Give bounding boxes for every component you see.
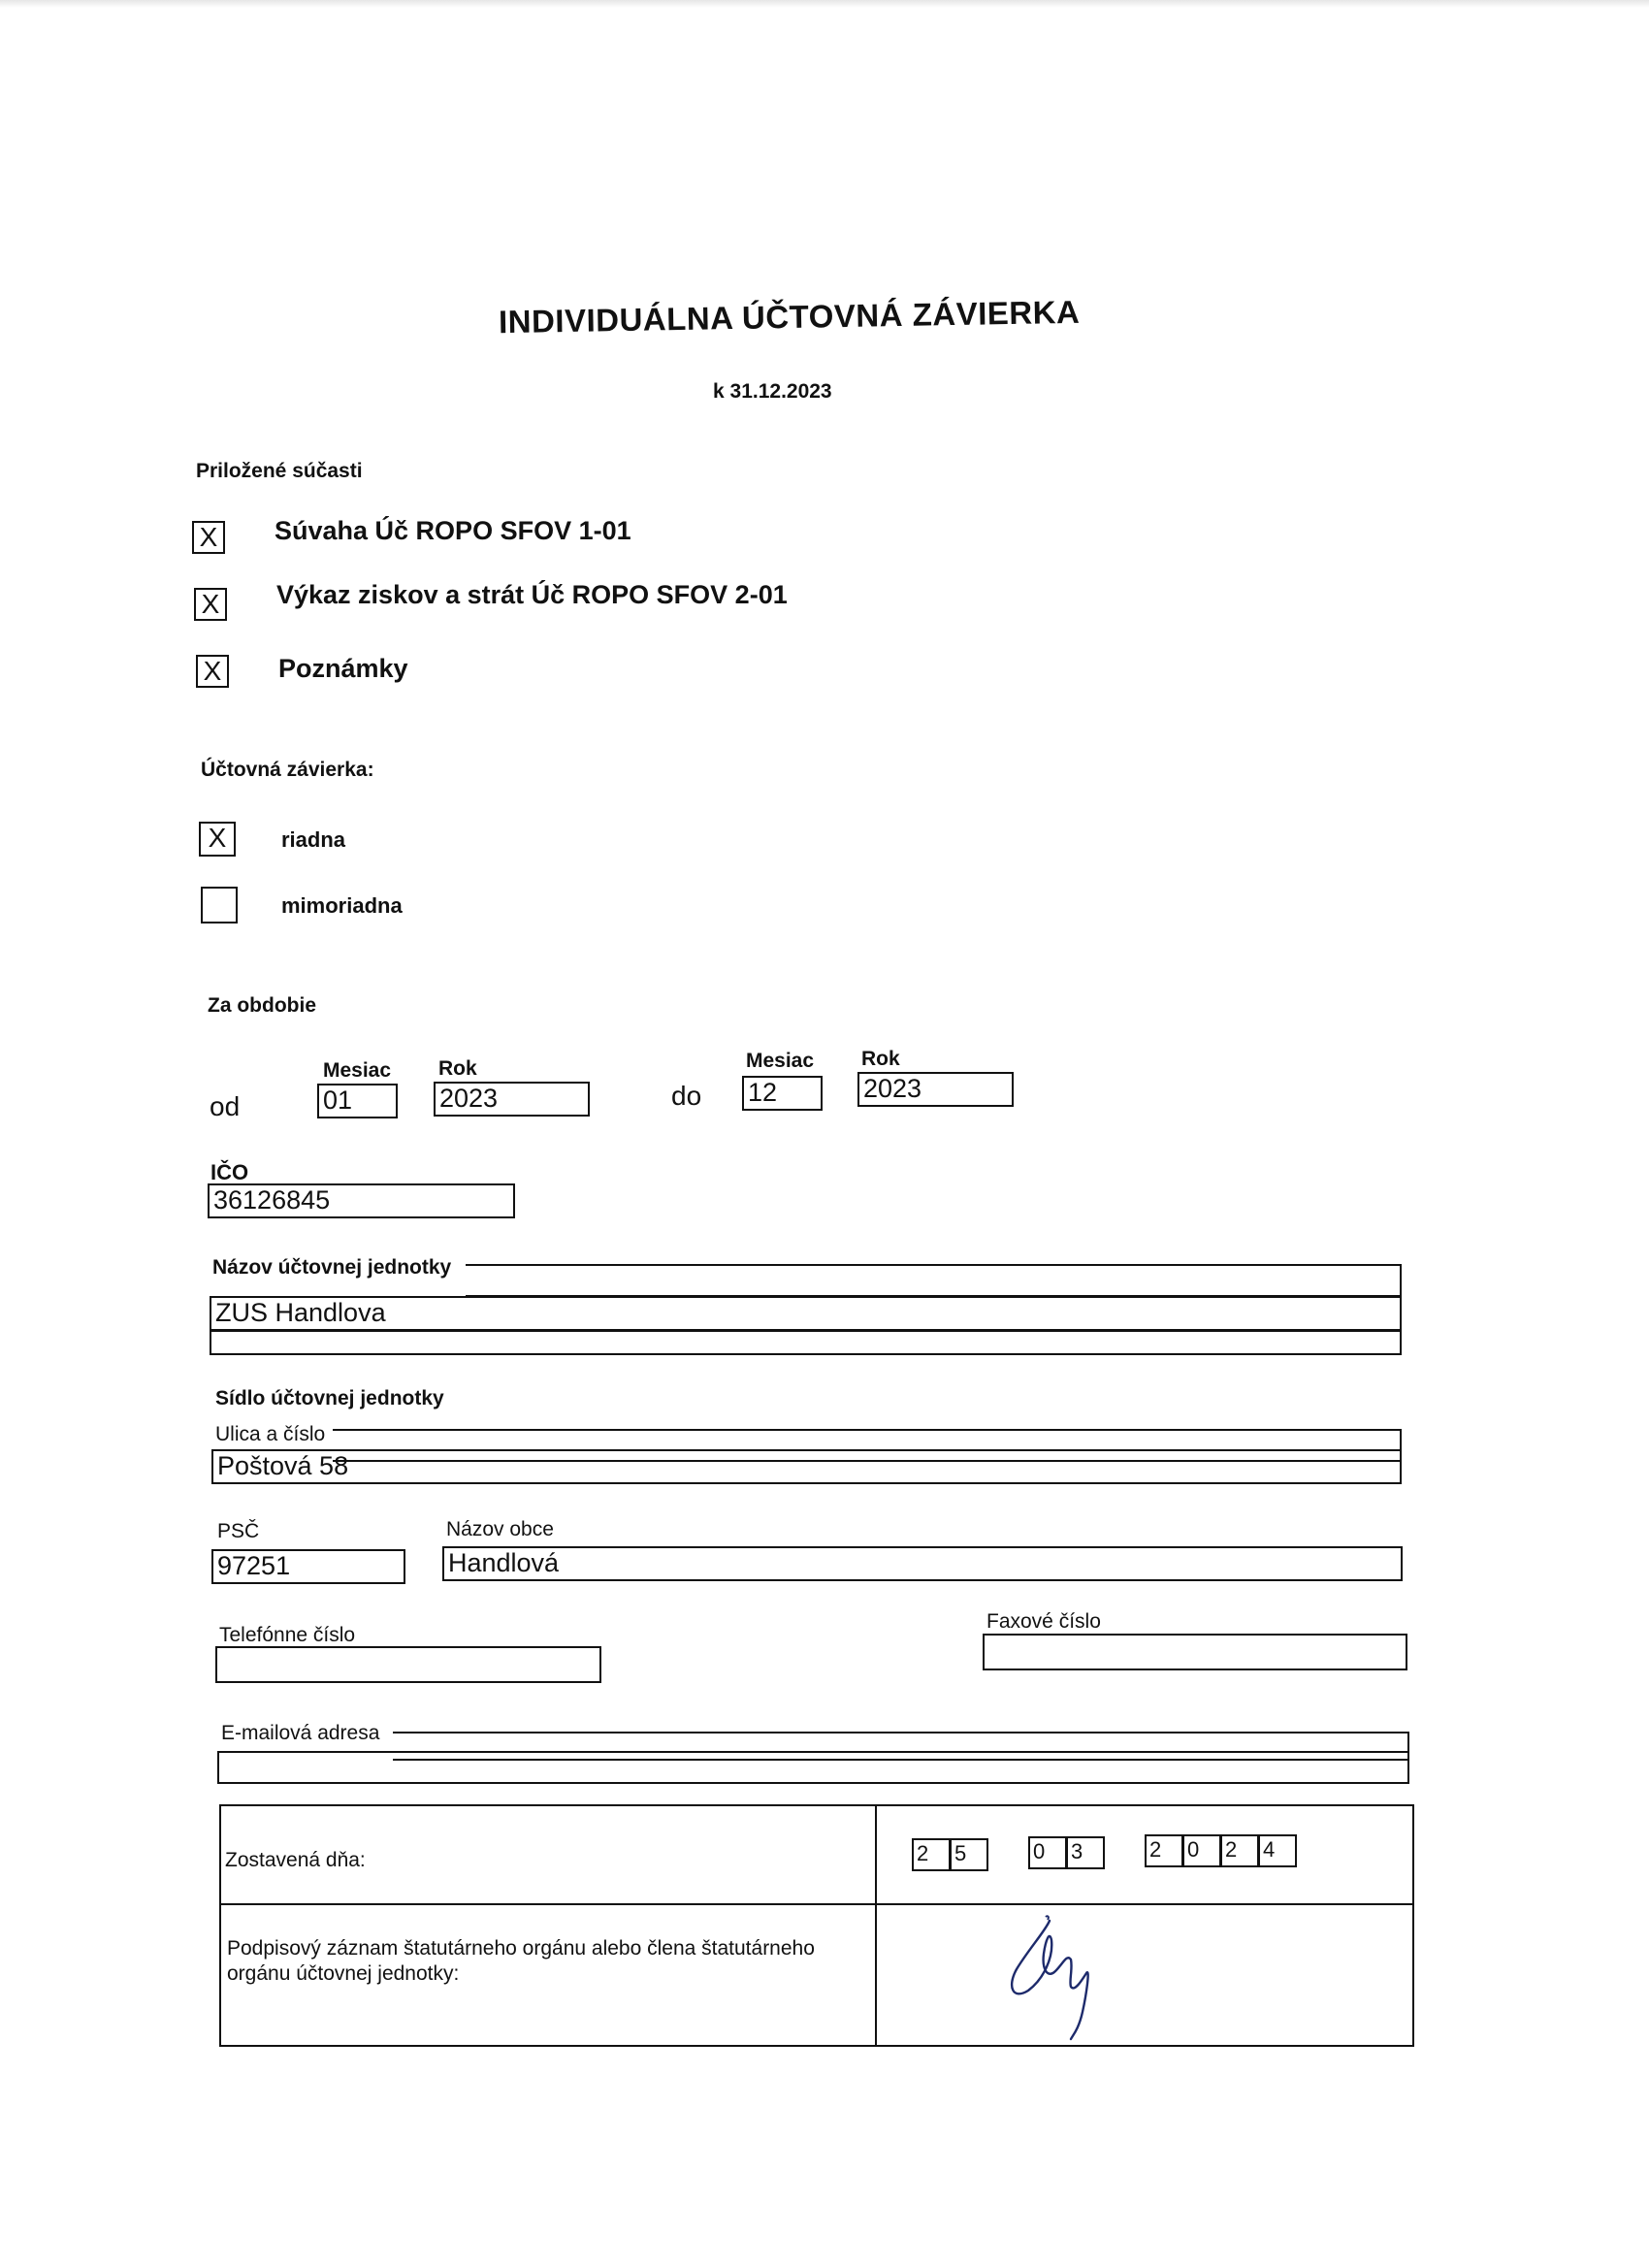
compiled-year-digit-4[interactable]: 4	[1258, 1834, 1297, 1867]
from-month-label: Mesiac	[323, 1059, 392, 1082]
to-year-label: Rok	[861, 1048, 900, 1070]
compiled-year-digit-2[interactable]: 0	[1182, 1834, 1221, 1867]
compiled-year-digit-1[interactable]: 2	[1145, 1834, 1183, 1867]
email-label: E-mailová adresa	[221, 1722, 380, 1744]
closing-type-heading: Účtovná závierka:	[201, 759, 374, 781]
to-year-field[interactable]: 2023	[857, 1072, 1014, 1107]
to-month-label: Mesiac	[746, 1050, 815, 1072]
entity-name-frame-top	[466, 1264, 1402, 1297]
attachments-heading: Priložené súčasti	[196, 460, 363, 482]
street-field[interactable]: Poštová 58	[211, 1449, 1402, 1484]
email-field[interactable]	[217, 1751, 1409, 1784]
checkbox-balance-sheet[interactable]: X	[192, 521, 225, 554]
option-label-extraordinary: mimoriadna	[281, 893, 403, 918]
page-title: INDIVIDUÁLNA ÚČTOVNÁ ZÁVIERKA	[498, 293, 1081, 340]
checkbox-notes[interactable]: X	[196, 655, 229, 688]
zip-field[interactable]: 97251	[211, 1549, 405, 1584]
signature-label-line2: orgánu účtovnej jednotky:	[227, 1962, 460, 1985]
checkbox-regular[interactable]: X	[199, 822, 236, 857]
from-label: od	[210, 1091, 241, 1121]
compiled-day-digit-2[interactable]: 5	[950, 1838, 988, 1871]
signature-label-line1: Podpisový záznam štatutárneho orgánu alebo člena štatutárneho	[227, 1937, 815, 1960]
entity-name-label: Názov účtovnej jednotky	[212, 1256, 452, 1279]
fax-field[interactable]	[983, 1634, 1407, 1670]
address-heading: Sídlo účtovnej jednotky	[215, 1387, 444, 1409]
city-field[interactable]: Handlová	[442, 1546, 1403, 1581]
entity-name-line2[interactable]	[210, 1330, 1402, 1355]
signature-mark	[989, 1911, 1125, 2047]
ico-field[interactable]: 36126845	[208, 1183, 515, 1218]
phone-label: Telefónne číslo	[219, 1624, 356, 1646]
option-label-regular: riadna	[281, 827, 346, 852]
compiled-day-digit-1[interactable]: 2	[912, 1838, 951, 1871]
compiled-month-digit-2[interactable]: 3	[1066, 1836, 1105, 1869]
closing-date: k 31.12.2023	[713, 380, 832, 403]
compiled-label: Zostavená dňa:	[225, 1849, 366, 1871]
scan-edge	[0, 0, 1649, 8]
ico-label: IČO	[210, 1160, 249, 1184]
checkbox-extraordinary[interactable]	[201, 887, 238, 923]
attachment-label-balance-sheet: Súvaha Úč ROPO SFOV 1-01	[275, 516, 631, 545]
attachment-label-profit-loss: Výkaz ziskov a strát Úč ROPO SFOV 2-01	[276, 580, 788, 609]
fax-label: Faxové číslo	[986, 1610, 1101, 1633]
compiled-year-digit-3[interactable]: 2	[1220, 1834, 1259, 1867]
to-month-field[interactable]: 12	[742, 1076, 823, 1111]
attachment-label-notes: Poznámky	[278, 654, 408, 683]
from-year-field[interactable]: 2023	[434, 1082, 590, 1117]
period-heading: Za obdobie	[208, 994, 316, 1017]
phone-field[interactable]	[215, 1646, 601, 1683]
entity-name-line1[interactable]: ZUS Handlova	[210, 1296, 1402, 1331]
street-label: Ulica a číslo	[215, 1423, 326, 1445]
footer-table-row-divider	[219, 1903, 1414, 1905]
to-label: do	[671, 1081, 702, 1111]
checkbox-profit-loss[interactable]: X	[194, 588, 227, 621]
city-label: Názov obce	[446, 1518, 554, 1540]
from-year-label: Rok	[438, 1057, 477, 1080]
footer-table-column-divider	[875, 1804, 877, 2047]
from-month-field[interactable]: 01	[317, 1084, 398, 1118]
compiled-month-digit-1[interactable]: 0	[1028, 1836, 1067, 1869]
zip-label: PSČ	[217, 1520, 260, 1542]
